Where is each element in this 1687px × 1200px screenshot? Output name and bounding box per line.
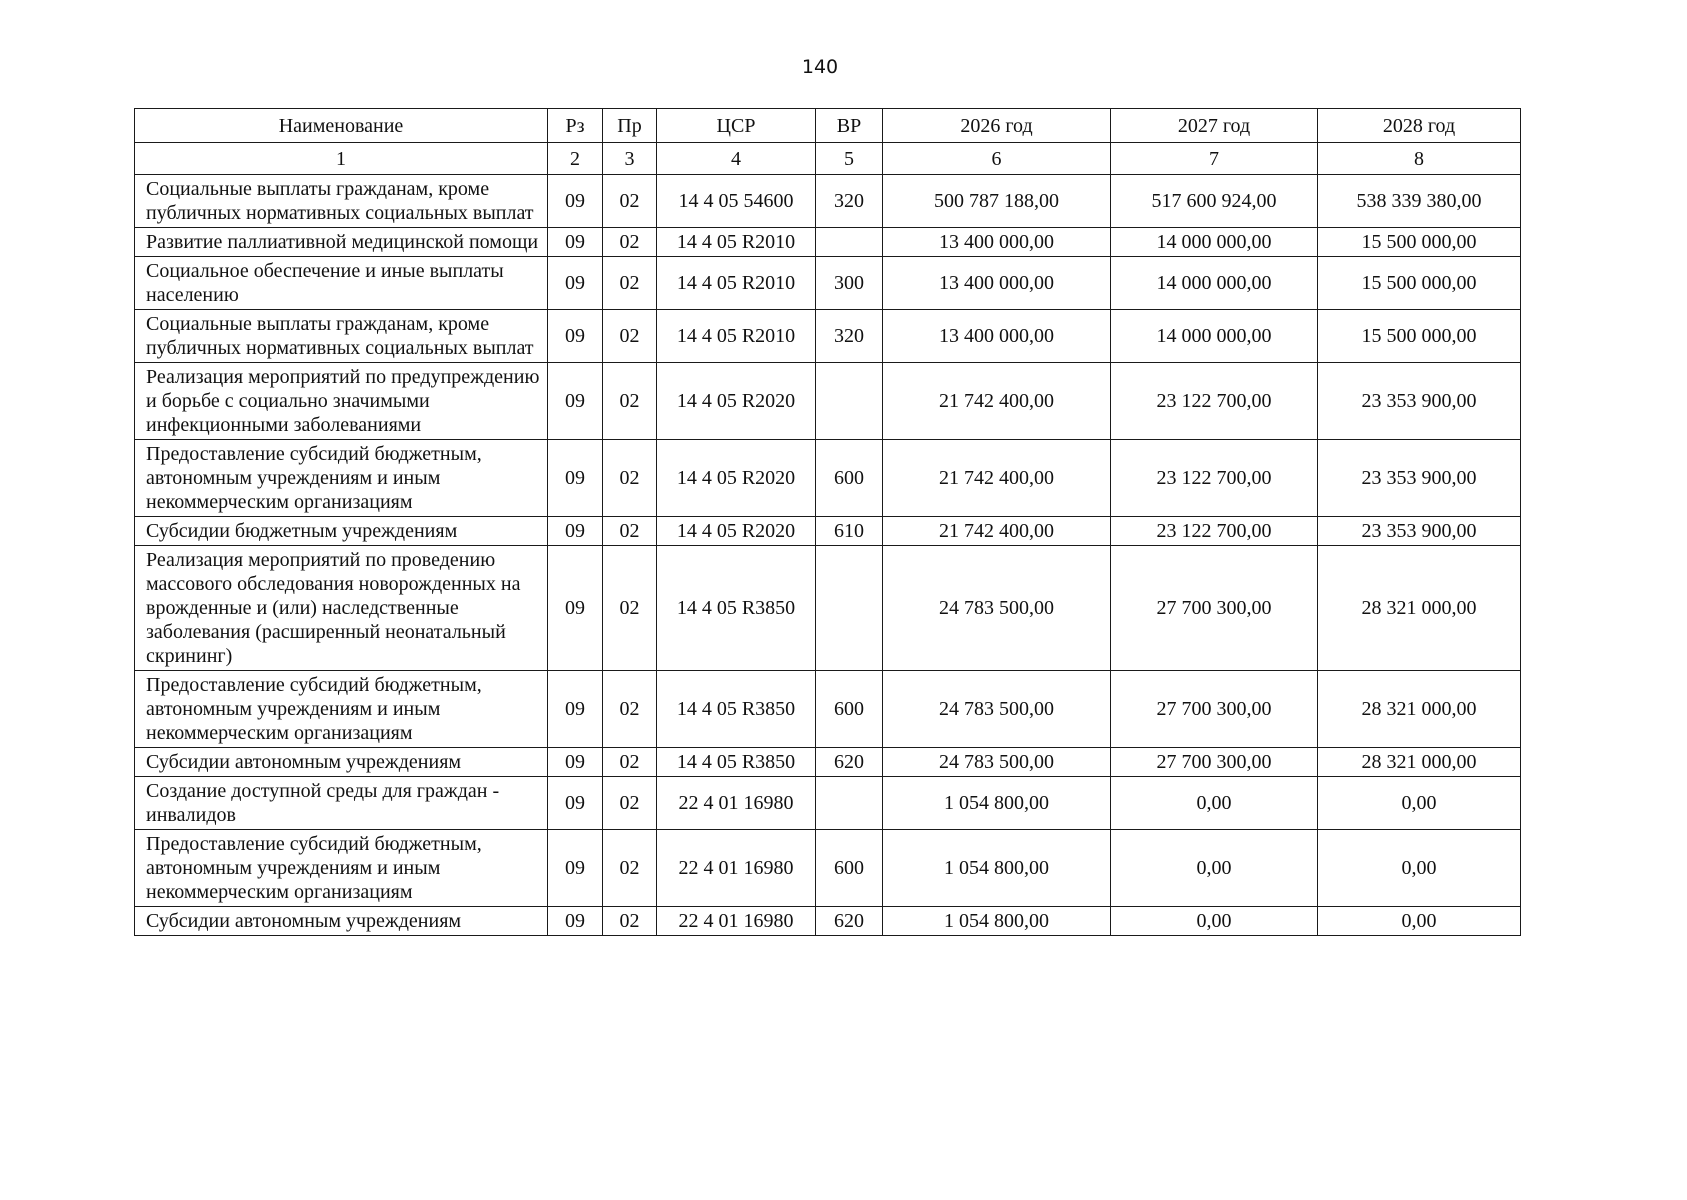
row-name: Развитие паллиативной медицинской помощи [135,228,548,257]
row-2027: 27 700 300,00 [1111,546,1318,671]
row-2027: 517 600 924,00 [1111,175,1318,228]
row-name: Субсидии бюджетным учреждениям [135,517,548,546]
row-name: Социальные выплаты гражданам, кроме публичных нормативных социальных выплат [135,175,548,228]
table-row [135,228,1521,257]
table-row [135,363,1521,440]
row-csr: 14 4 05 R2010 [657,257,816,310]
row-name: Предоставление субсидий бюджетным, автономным учреждениям и иным некоммерческим организациям [135,671,548,748]
row-2028: 15 500 000,00 [1318,310,1521,363]
row-2026: 13 400 000,00 [883,310,1111,363]
row-rz: 09 [548,748,603,777]
row-rz: 09 [548,517,603,546]
row-vr: 300 [816,257,883,310]
row-2028: 23 353 900,00 [1318,363,1521,440]
row-2028: 28 321 000,00 [1318,748,1521,777]
row-2027: 0,00 [1111,907,1318,936]
row-2028: 0,00 [1318,777,1521,830]
table-row [135,748,1521,777]
row-2028: 538 339 380,00 [1318,175,1521,228]
row-2028: 15 500 000,00 [1318,228,1521,257]
header-csr: ЦСР [657,109,816,143]
row-vr: 600 [816,830,883,907]
row-2026: 1 054 800,00 [883,907,1111,936]
row-vr: 320 [816,175,883,228]
row-vr: 600 [816,671,883,748]
table-row [135,830,1521,907]
row-pr: 02 [603,546,657,671]
row-2026: 500 787 188,00 [883,175,1111,228]
header-2026: 2026 год [883,109,1111,143]
row-vr [816,777,883,830]
row-2026: 1 054 800,00 [883,777,1111,830]
row-csr: 22 4 01 16980 [657,830,816,907]
row-rz: 09 [548,363,603,440]
column-number: 2 [548,143,603,175]
row-2026: 24 783 500,00 [883,748,1111,777]
row-name: Предоставление субсидий бюджетным, автономным учреждениям и иным некоммерческим организациям [135,440,548,517]
row-rz: 09 [548,228,603,257]
row-2026: 13 400 000,00 [883,257,1111,310]
header-rz: Рз [548,109,603,143]
table-row [135,907,1521,936]
table-row [135,175,1521,228]
row-vr: 610 [816,517,883,546]
row-2027: 14 000 000,00 [1111,257,1318,310]
row-2027: 27 700 300,00 [1111,748,1318,777]
row-2026: 24 783 500,00 [883,671,1111,748]
table-row [135,517,1521,546]
column-number: 6 [883,143,1111,175]
header-pr: Пр [603,109,657,143]
row-pr: 02 [603,517,657,546]
row-pr: 02 [603,310,657,363]
row-2026: 21 742 400,00 [883,517,1111,546]
table-row [135,257,1521,310]
row-vr: 320 [816,310,883,363]
row-2028: 23 353 900,00 [1318,517,1521,546]
row-csr: 14 4 05 R2020 [657,440,816,517]
row-rz: 09 [548,907,603,936]
column-number: 8 [1318,143,1521,175]
row-2027: 14 000 000,00 [1111,228,1318,257]
row-csr: 14 4 05 R3850 [657,671,816,748]
row-2028: 28 321 000,00 [1318,546,1521,671]
table-row [135,310,1521,363]
column-number: 4 [657,143,816,175]
row-csr: 14 4 05 R3850 [657,748,816,777]
row-pr: 02 [603,175,657,228]
row-pr: 02 [603,777,657,830]
row-rz: 09 [548,310,603,363]
budget-table [134,108,1521,936]
row-2026: 13 400 000,00 [883,228,1111,257]
row-2027: 23 122 700,00 [1111,363,1318,440]
row-pr: 02 [603,671,657,748]
row-name: Субсидии автономным учреждениям [135,748,548,777]
row-rz: 09 [548,671,603,748]
header-row [135,109,1521,143]
row-2026: 1 054 800,00 [883,830,1111,907]
row-csr: 22 4 01 16980 [657,777,816,830]
row-rz: 09 [548,175,603,228]
row-pr: 02 [603,907,657,936]
row-pr: 02 [603,257,657,310]
row-2028: 0,00 [1318,830,1521,907]
row-2028: 23 353 900,00 [1318,440,1521,517]
row-vr: 620 [816,907,883,936]
row-pr: 02 [603,363,657,440]
table-row [135,671,1521,748]
row-csr: 14 4 05 R2020 [657,363,816,440]
table-row [135,546,1521,671]
row-csr: 14 4 05 R2010 [657,228,816,257]
row-name: Субсидии автономным учреждениям [135,907,548,936]
row-name: Создание доступной среды для граждан - инвалидов [135,777,548,830]
row-2027: 27 700 300,00 [1111,671,1318,748]
header-2028: 2028 год [1318,109,1521,143]
header-vr: ВР [816,109,883,143]
column-number: 3 [603,143,657,175]
row-2027: 14 000 000,00 [1111,310,1318,363]
table-row [135,777,1521,830]
row-vr: 620 [816,748,883,777]
row-pr: 02 [603,440,657,517]
row-csr: 14 4 05 54600 [657,175,816,228]
row-rz: 09 [548,257,603,310]
row-2026: 21 742 400,00 [883,363,1111,440]
row-name: Социальные выплаты гражданам, кроме публичных нормативных социальных выплат [135,310,548,363]
row-2026: 21 742 400,00 [883,440,1111,517]
row-2028: 0,00 [1318,907,1521,936]
row-name: Социальное обеспечение и иные выплаты населению [135,257,548,310]
header-2027: 2027 год [1111,109,1318,143]
page-number: 140 [801,56,839,78]
row-2027: 23 122 700,00 [1111,440,1318,517]
header-name: Наименование [135,109,548,143]
row-csr: 14 4 05 R3850 [657,546,816,671]
column-numbers-row [135,143,1521,175]
row-2028: 28 321 000,00 [1318,671,1521,748]
table-row [135,440,1521,517]
row-2027: 23 122 700,00 [1111,517,1318,546]
row-pr: 02 [603,748,657,777]
row-2028: 15 500 000,00 [1318,257,1521,310]
row-rz: 09 [548,830,603,907]
row-pr: 02 [603,228,657,257]
row-name: Реализация мероприятий по проведению массового обследования новорожденных на врожденные и (или) наследственные заболевания (расширенный неонатальный скрининг) [135,546,548,671]
row-csr: 14 4 05 R2020 [657,517,816,546]
row-vr [816,228,883,257]
row-vr: 600 [816,440,883,517]
row-pr: 02 [603,830,657,907]
row-2027: 0,00 [1111,777,1318,830]
row-vr [816,363,883,440]
row-vr [816,546,883,671]
column-number: 1 [135,143,548,175]
row-name: Предоставление субсидий бюджетным, автономным учреждениям и иным некоммерческим организациям [135,830,548,907]
column-number: 7 [1111,143,1318,175]
row-2027: 0,00 [1111,830,1318,907]
row-csr: 22 4 01 16980 [657,907,816,936]
row-rz: 09 [548,546,603,671]
row-csr: 14 4 05 R2010 [657,310,816,363]
row-name: Реализация мероприятий по предупреждению и борьбе с социально значимыми инфекционными заболеваниями [135,363,548,440]
column-number: 5 [816,143,883,175]
row-2026: 24 783 500,00 [883,546,1111,671]
row-rz: 09 [548,777,603,830]
row-rz: 09 [548,440,603,517]
